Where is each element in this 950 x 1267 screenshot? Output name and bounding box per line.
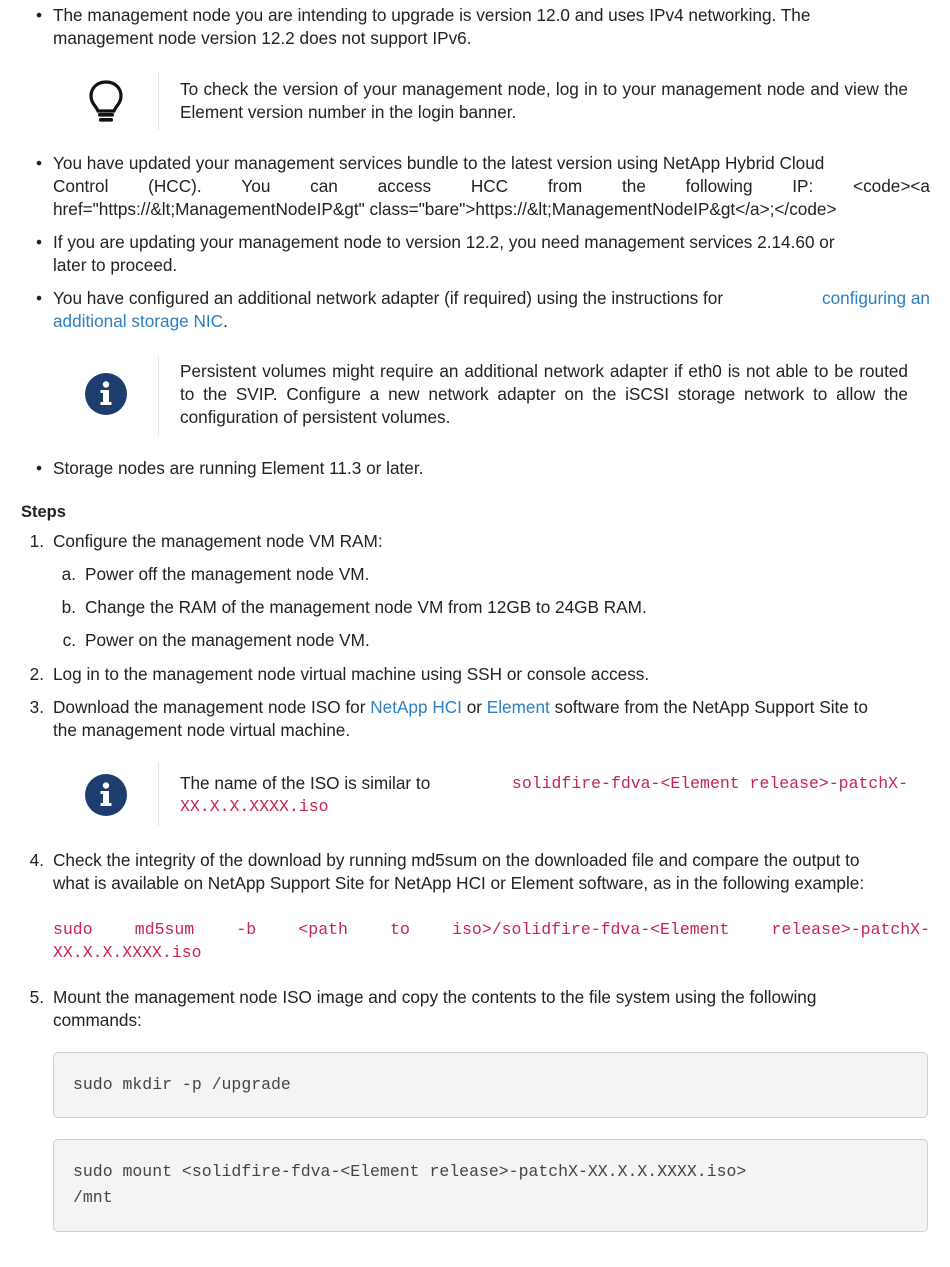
word: IP: [792,176,814,196]
word: can [310,176,338,196]
prereq-services-line2: later to proceed. [53,255,178,275]
code-word: sudo [53,920,93,939]
callout-divider [158,762,159,826]
configuring-nic-link[interactable]: configuring an [822,288,930,308]
info-icon [84,773,128,817]
code-word: release>-patchX- [771,920,930,939]
prereq-version-text [53,4,930,50]
info-icon [84,372,128,416]
lightbulb-icon [84,78,128,122]
step-4-text [53,849,930,895]
step-3-line1 [53,696,930,719]
step-4-line1: Check the integrity of the download by running md5sum on the downloaded file and compare the output to [53,850,860,870]
prereq-storage-text: Storage nodes are running Element 11.3 or later. [53,458,424,478]
step-3-text-after: software from the NetApp Support Site to [549,697,868,717]
prereq-hcc-line1: You have updated your management services bundle to the latest version using NetApp Hybrid Cloud [53,153,825,173]
step-number: 2. [29,664,44,684]
bullet-marker: • [36,232,43,252]
step-4-line2: what is available on NetApp Support Site for NetApp HCI or Element software, as in the following example: [53,873,865,893]
md5sum-line1 [53,918,930,941]
substep-1c-text: Power on the management node VM. [85,630,370,650]
word: the [621,176,646,196]
step-3-text-before: Download the management node ISO for [53,697,371,717]
mount-command-line2: /mnt [73,1188,113,1207]
step-number: 4. [29,850,44,870]
callout-divider [158,356,159,436]
prereq-hcc-text [53,152,930,221]
prereq-nic-line1 [53,287,930,310]
step-3-line2: the management node virtual machine. [53,720,351,740]
step-3-text [53,696,930,742]
element-link[interactable]: Element [486,697,550,717]
info-iso-name-text [180,772,908,818]
word: (HCC). [148,176,202,196]
callout-divider [158,72,159,130]
prereq-hcc-line3: href="https://&lt;ManagementNodeIP&gt" class="bare">https://&lt;ManagementNodeIP&gt</a>;</code> [53,199,837,219]
code-word: iso>/solidfire-fdva-<Element [452,920,730,939]
step-1-text: Configure the management node VM RAM: [53,531,383,551]
bullet-marker: • [36,153,43,173]
word: HCC [470,176,509,196]
steps-heading: Steps [21,503,66,521]
prereq-nic-text-before: You have configured an additional network adapter (if required) using the instructions for [53,288,728,308]
prereq-version-line1: The management node you are intending to upgrade is version 12.0 and uses IPv4 networking. The [53,5,811,25]
iso-name-code-cont: XX.X.X.XXXX.iso [180,797,329,816]
step-5-line2: commands: [53,1010,142,1030]
step-3-line1-content [53,696,868,719]
info-iso-line1 [180,772,908,795]
mkdir-command: sudo mkdir -p /upgrade [73,1075,291,1094]
substep-1b-text: Change the RAM of the management node VM from 12GB to 24GB RAM. [85,597,647,617]
md5sum-command [53,918,930,964]
md5sum-line2: XX.X.X.XXXX.iso [53,943,202,962]
word: from [547,176,583,196]
prereq-nic-line2 [53,310,930,333]
netapp-hci-link[interactable]: NetApp HCI [370,697,462,717]
word: <code><a [853,176,930,196]
info-iso-text: The name of the ISO is similar to [180,773,436,793]
bullet-marker: • [36,288,43,308]
iso-name-code: solidfire-fdva-<Element release>-patchX- [511,774,908,793]
word: access [377,176,432,196]
period: . [223,311,228,331]
substep-label: b. [61,597,76,617]
bullet-marker: • [36,458,43,478]
code-word: -b [236,920,257,939]
step-number: 1. [29,531,44,551]
code-word: to [390,920,410,939]
prereq-services-text [53,231,930,277]
mount-command-line1: sudo mount <solidfire-fdva-<Element release>-patchX-XX.X.X.XXXX.iso> [73,1162,747,1181]
code-word: md5sum [134,920,195,939]
step-5-text [53,986,930,1032]
step-3-or: or [461,697,487,717]
step-5-line1: Mount the management node ISO image and copy the contents to the file system using the following [53,987,817,1007]
word: You [241,176,271,196]
code-block-mount[interactable] [53,1139,928,1232]
prereq-nic-text [53,287,930,333]
substep-label: c. [62,630,76,650]
prereq-hcc-line2 [53,175,930,198]
configuring-nic-link-cont[interactable]: additional storage NIC [53,311,224,331]
substep-1a-text: Power off the management node VM. [85,564,370,584]
word: Control [53,176,109,196]
bullet-marker: • [36,5,43,25]
code-block-mkdir[interactable] [53,1052,928,1118]
prereq-version-line2: management node version 12.2 does not support IPv6. [53,28,472,48]
substep-label: a. [61,564,76,584]
tip-text: To check the version of your management node, log in to your management node and view the Element version number in the login banner. [180,79,908,122]
code-word: <path [298,920,348,939]
step-number: 3. [29,697,44,717]
step-number: 5. [29,987,44,1007]
info-persistent-volumes-text: Persistent volumes might require an additional network adapter if eth0 is not able to be routed to the SVIP. Configure a new network adapter on the iSCSI storage network to allow the configuration of persistent volumes. [180,361,908,427]
word: following [685,176,753,196]
step-2-text: Log in to the management node virtual machine using SSH or console access. [53,664,650,684]
prereq-services-line1: If you are updating your management node to version 12.2, you need management services 2.14.60 or [53,232,835,252]
